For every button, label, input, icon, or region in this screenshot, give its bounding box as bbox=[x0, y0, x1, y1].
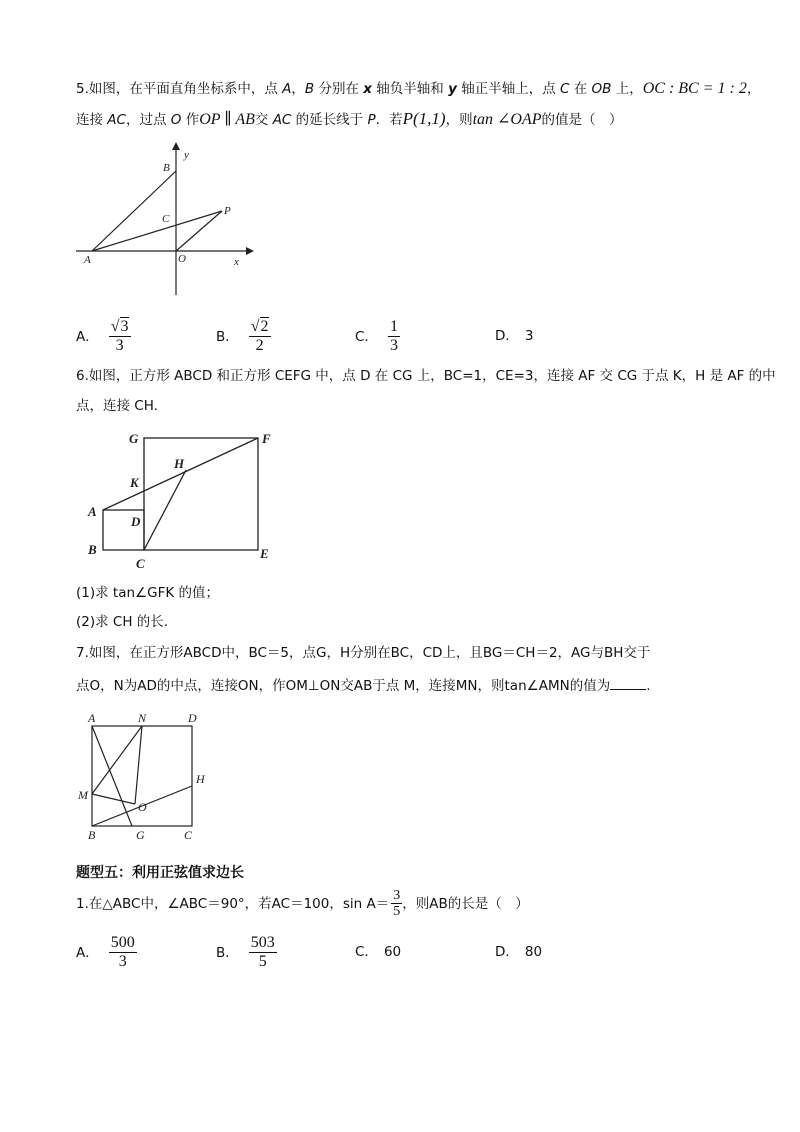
option-label: A． bbox=[76, 944, 99, 961]
q6-square-CEFG bbox=[144, 438, 258, 550]
option-label: D． bbox=[495, 328, 519, 344]
fraction-numerator: 500 bbox=[110, 934, 135, 951]
q6-sub-1: (1)求 tan∠GFK 的值； bbox=[76, 585, 220, 601]
section-title: 题型五：利用正弦值求边长 bbox=[76, 865, 244, 881]
q5-var-C: C bbox=[560, 81, 570, 97]
q1-text: 1.在△ABC中，∠ABC＝90°，若AC＝100，sin A＝ bbox=[76, 895, 390, 912]
option-fraction bbox=[388, 318, 400, 355]
option-value: 3 bbox=[524, 328, 534, 344]
q7-segment-MO bbox=[92, 794, 135, 804]
fraction-denominator: 3 bbox=[118, 953, 127, 970]
q5-line-2 bbox=[76, 109, 623, 130]
q5-var-x: x bbox=[363, 81, 372, 97]
option-fraction bbox=[109, 934, 137, 971]
q5-text: 交 bbox=[254, 112, 273, 128]
fraction-denominator: 5 bbox=[393, 904, 401, 919]
q7-text: 点O，N为AD的中点，连接ON，作OM⊥ON交AB于点 M，连接MN，则tan∠AMN的值为 bbox=[76, 678, 611, 694]
q7-line-2 bbox=[76, 675, 651, 696]
q7-segment-AG bbox=[92, 726, 132, 826]
q5-text: ．若 bbox=[375, 112, 403, 128]
q5-label-y: y bbox=[184, 149, 189, 161]
q7-text: . bbox=[646, 678, 651, 694]
q5-label-x: x bbox=[234, 256, 239, 268]
q7-line-1: 7.如图，在正方形ABCD中，BC＝5，点G，H分别在BC，CD上，且BG＝CH＝2，AG与BH交于 bbox=[76, 645, 651, 661]
option-label: B． bbox=[216, 328, 239, 345]
option-value: 60 bbox=[383, 944, 402, 960]
q5-label-A: A bbox=[84, 254, 91, 266]
q5-var-O: O bbox=[170, 112, 182, 128]
q5-option-c bbox=[355, 318, 400, 355]
q6-label-F: F bbox=[262, 431, 271, 446]
q5-var-AC: AC bbox=[272, 112, 292, 128]
q6-label-A: A bbox=[88, 504, 97, 519]
q6-label-D: D bbox=[131, 514, 141, 529]
option-label: B． bbox=[216, 944, 239, 961]
q1-option-a bbox=[76, 934, 137, 971]
q7-segment-NO bbox=[135, 726, 142, 804]
fraction-numerator: 3 bbox=[393, 888, 401, 903]
q5-var-AC: AC bbox=[107, 112, 126, 128]
q7-label-M: M bbox=[78, 788, 88, 802]
q5-tan: tan ∠OAP bbox=[472, 111, 542, 128]
q5-text: ， bbox=[746, 81, 761, 97]
q5-var-y: y bbox=[448, 81, 457, 97]
q5-label-C: C bbox=[162, 213, 170, 225]
option-fraction: $\frac{√3}{3}$ bbox=[110, 318, 129, 354]
fraction-numerator: 1 bbox=[389, 318, 398, 335]
fraction-denominator: 3 bbox=[115, 337, 124, 354]
q5-text: 轴正半轴上，点 bbox=[456, 81, 560, 97]
q7-label-G: G bbox=[136, 828, 145, 842]
q5-option-b bbox=[216, 318, 271, 355]
q6-line-1: 6.如图，正方形 ABCD 和正方形 CEFG 中，点 D 在 CG 上，BC=1，CE=3，连接 AF 交 CG 于点 K，H 是 AF 的中 bbox=[76, 368, 776, 384]
q6-label-C: C bbox=[136, 556, 145, 571]
q6-segment-AF bbox=[103, 438, 258, 510]
option-fraction: $\frac{√2}{2}$ bbox=[250, 318, 269, 354]
option-value: 80 bbox=[524, 944, 543, 960]
q5-segment-AP bbox=[92, 211, 222, 251]
q5-text: ， bbox=[291, 81, 305, 97]
q1-line bbox=[76, 888, 529, 919]
q7-label-C: C bbox=[184, 828, 193, 842]
q5-y-arrow bbox=[172, 142, 180, 150]
q6-segment-CH bbox=[144, 470, 186, 550]
fraction-numerator: 503 bbox=[250, 934, 275, 951]
q6-label-G: G bbox=[129, 431, 139, 446]
q5-text: ，则 bbox=[445, 112, 473, 128]
q5-label-O: O bbox=[178, 253, 186, 265]
q5-x-arrow bbox=[246, 247, 254, 255]
q6-sub-2: (2)求 CH 的长. bbox=[76, 614, 169, 630]
q7-figure bbox=[78, 708, 228, 843]
q5-parallel: OP ∥ AB bbox=[199, 111, 255, 128]
q5-text: 在 bbox=[569, 81, 592, 97]
q5-segment-AB bbox=[92, 171, 176, 251]
q5-var-B: B bbox=[304, 81, 315, 97]
q1-option-c bbox=[355, 942, 401, 962]
option-label: D． bbox=[495, 944, 519, 960]
q6-label-E: E bbox=[260, 546, 269, 561]
option-label: C． bbox=[355, 944, 378, 960]
q5-label-P: P bbox=[224, 205, 231, 217]
q5-text: 的值是（ ） bbox=[541, 112, 623, 128]
q1-option-d bbox=[495, 942, 542, 962]
q7-answer-blank[interactable] bbox=[610, 675, 646, 690]
q5-text: 轴负半轴和 bbox=[372, 81, 449, 97]
option-label: C． bbox=[355, 328, 378, 345]
option-fraction bbox=[249, 934, 277, 971]
q6-line-2: 点，连接 CH. bbox=[76, 398, 158, 414]
q5-var-OB: OB bbox=[591, 81, 612, 97]
q5-text: 连接 bbox=[76, 112, 108, 128]
q7-label-D: D bbox=[188, 711, 197, 725]
q7-label-N: N bbox=[138, 711, 147, 725]
q7-label-A: A bbox=[88, 711, 96, 725]
q1-option-b bbox=[216, 934, 277, 971]
q5-text: ，过点 bbox=[125, 112, 171, 128]
fraction-denominator: 5 bbox=[258, 953, 267, 970]
q6-label-H: H bbox=[174, 456, 185, 471]
q5-text: 的延长线于 bbox=[291, 112, 368, 128]
q1-text: ，则AB的长是（ ） bbox=[402, 895, 529, 912]
q5-text: 5.如图，在平面直角坐标系中，点 bbox=[76, 81, 283, 97]
q5-point-P: P(1,1) bbox=[402, 109, 446, 128]
q7-segment-MN bbox=[92, 726, 142, 794]
option-label: A． bbox=[76, 328, 99, 345]
q6-figure bbox=[84, 426, 284, 576]
q5-text: 上， bbox=[611, 81, 643, 97]
q7-label-H: H bbox=[196, 772, 205, 786]
q5-label-B: B bbox=[163, 162, 170, 174]
q5-option-d bbox=[495, 326, 534, 346]
fraction-denominator: 2 bbox=[255, 337, 264, 354]
q7-label-B: B bbox=[88, 828, 96, 842]
q5-option-a bbox=[76, 318, 131, 355]
q5-var-P: P bbox=[367, 112, 376, 128]
q1-fraction bbox=[391, 888, 402, 919]
q6-label-K: K bbox=[130, 475, 139, 490]
q5-segment-OP bbox=[176, 211, 222, 251]
q6-label-B: B bbox=[88, 542, 97, 557]
q7-label-O: O bbox=[138, 800, 147, 814]
q5-line-1 bbox=[76, 79, 760, 99]
q5-var-A: A bbox=[282, 81, 292, 97]
q5-figure bbox=[74, 142, 264, 302]
q5-text: 分别在 bbox=[314, 81, 364, 97]
fraction-denominator: 3 bbox=[389, 337, 398, 354]
q5-text: 作 bbox=[181, 112, 200, 128]
q5-ratio: OC : BC = 1 : 2 bbox=[642, 80, 747, 97]
